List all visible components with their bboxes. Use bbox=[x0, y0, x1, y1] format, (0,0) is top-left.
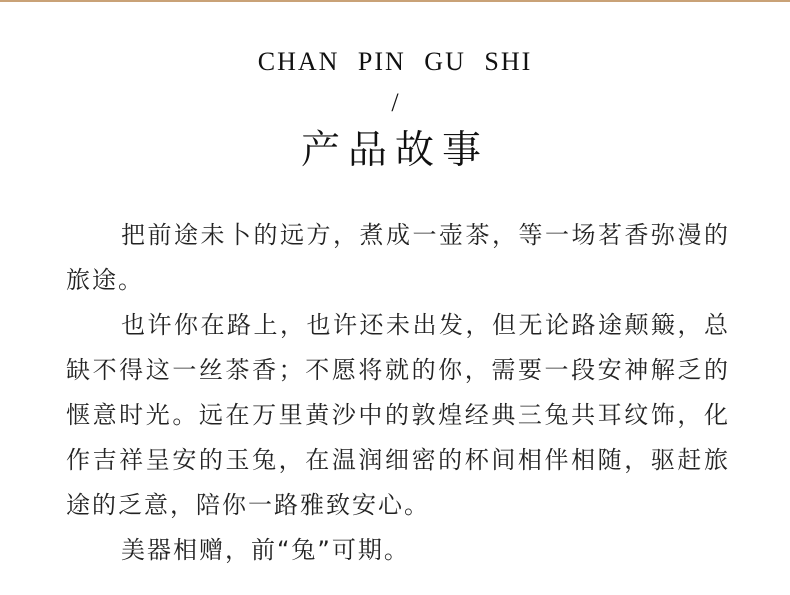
story-paragraph: 把前途未卜的远方，煮成一壶茶，等一场茗香弥漫的旅途。 bbox=[66, 221, 730, 294]
story-paragraph: 也许你在路上，也许还未出发，但无论路途颠簸，总缺不得这一丝茶香；不愿将就的你，需要一段安神解乏的惬意时光。远在万里黄沙中的敦煌经典三兔共耳纹饰，化作吉祥呈安的玉兔，在温润细密的杯间相伴相随，驱赶旅途的乏意，陪你一路雅致安心。 bbox=[66, 311, 730, 519]
story-paragraph: 美器相赠，前“兔”可期。 bbox=[121, 536, 410, 564]
story-body bbox=[66, 213, 730, 573]
page-title: 产品故事 bbox=[300, 128, 489, 173]
slash-divider: / bbox=[391, 88, 399, 117]
header bbox=[0, 44, 790, 178]
pinyin-subtitle: CHAN PIN GU SHI bbox=[257, 47, 533, 76]
top-divider bbox=[0, 0, 790, 2]
